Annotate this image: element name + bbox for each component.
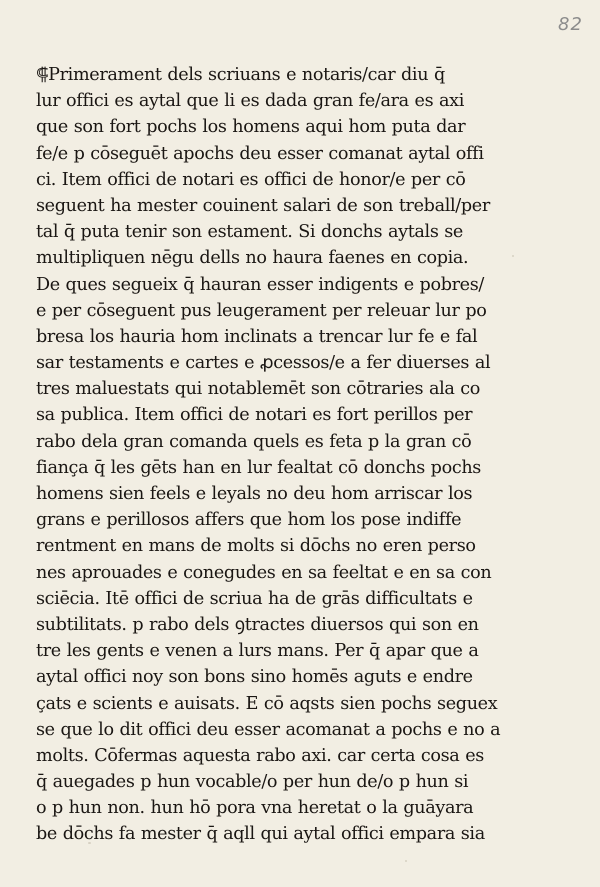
text-line: subtilitats. p rabo dels ꝯtractes diuersos qui son en xyxy=(36,614,479,635)
text-line: lur offici es aytal que li es dada gran fe/ara es axi xyxy=(36,91,465,112)
text-line: tal q̄ puta tenir son estament. Si donchs aytals se xyxy=(36,222,463,243)
paper-speck xyxy=(512,255,514,257)
text-line: sar testaments e cartes e ꝓcessos/e a fer diuerses al xyxy=(36,353,491,374)
text-line: grans e perillosos affers que hom los pose indiffe xyxy=(36,510,462,531)
text-line: çats e scients e auisats. E cō aqsts sien pochs seguex xyxy=(36,693,498,714)
text-line: rentment en mans de molts si dōchs no eren perso xyxy=(36,536,476,557)
text-line: be dōchs fa mester q̄ aqll qui aytal offici empara sia xyxy=(36,824,485,845)
text-line: se que lo dit offici deu esser acomanat a pochs e no a xyxy=(36,719,501,740)
text-block xyxy=(36,62,568,848)
text-line: nes aprouades e conegudes en sa feeltat e en sa con xyxy=(36,562,492,583)
text-line: que son fort pochs los homens aqui hom puta dar xyxy=(36,117,466,138)
text-line: fiança q̄ les gēts han en lur fealtat cō donchs pochs xyxy=(36,457,481,478)
text-line: ⸿Primerament dels scriuans e notaris/car diu q̄ xyxy=(36,65,445,85)
text-line: De ques segueix q̄ hauran esser indigents e pobres/ xyxy=(36,274,484,295)
text-line: ci. Item offici de notari es offici de honor/e per cō xyxy=(36,169,466,190)
text-line: sa publica. Item offici de notari es fort perillos per xyxy=(36,405,473,426)
text-line: e per cōseguent pus leugerament per releuar lur po xyxy=(36,300,487,321)
text-line: molts. Cōfermas aquesta rabo axi. car certa cosa es xyxy=(36,745,484,766)
text-line: q̄ auegades p hun vocable/o per hun de/o p hun si xyxy=(36,772,469,793)
text-line: seguent ha mester couinent salari de son treball/per xyxy=(36,195,490,216)
text-line: rabo dela gran comanda quels es feta p la gran cō xyxy=(36,431,472,452)
text-line: tres maluestats qui notablemēt son cōtraries ala co xyxy=(36,379,481,400)
text-line: tre les gents e venen a lurs mans. Per q̄ apar que a xyxy=(36,641,479,662)
text-line: sciēcia. Itē offici de scriua ha de grās difficultats e xyxy=(36,588,473,609)
paper-speck xyxy=(88,842,91,844)
text-line: multipliquen nēgu dells no haura faenes en copia. xyxy=(36,248,469,269)
text-line: aytal offici noy son bons sino homēs aguts e endre xyxy=(36,667,473,688)
text-line: o p hun non. hun hō pora vna heretat o la guāyara xyxy=(36,798,474,819)
folio-number: 82 xyxy=(558,14,583,35)
text-line: bresa los hauria hom inclinats a trencar lur fe e fal xyxy=(36,326,478,347)
text-line: fe/e p cōseguēt apochs deu esser comanat aytal offi xyxy=(36,143,484,164)
text-line: homens sien feels e leyals no deu hom arriscar los xyxy=(36,484,473,504)
paper-speck xyxy=(405,860,407,862)
